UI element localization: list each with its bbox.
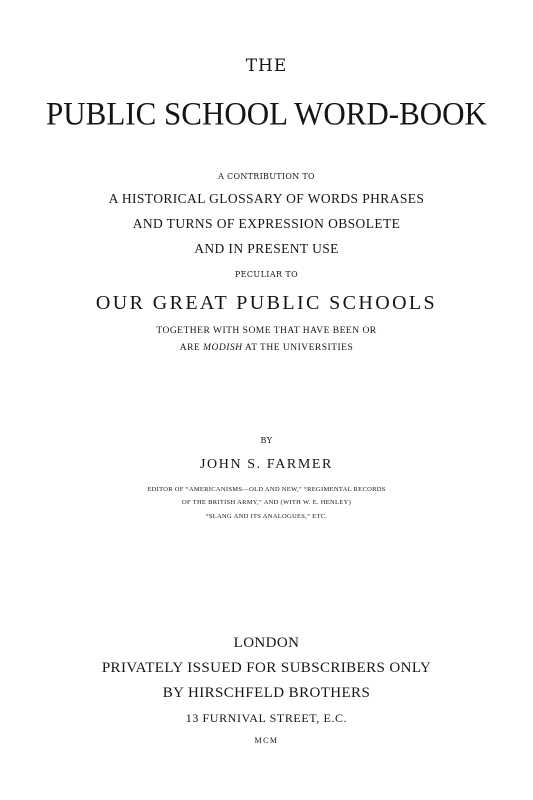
together-line-1: TOGETHER WITH SOME THAT HAVE BEEN OR (156, 326, 377, 336)
schools-heading: OUR GREAT PUBLIC SCHOOLS (95, 292, 438, 314)
publication-year: MCM (254, 736, 279, 745)
peculiar-text: PECULIAR TO (234, 270, 299, 279)
together-line-2-after: AT THE UNIVERSITIES (242, 343, 354, 353)
title-article: THE (245, 56, 288, 76)
privately-issued-text: PRIVATELY ISSUED FOR SUBSCRIBERS ONLY (101, 660, 432, 676)
glossary-line-2: AND TURNS OF EXPRESSION OBSOLETE (132, 216, 401, 231)
editor-line-3: “SLANG AND ITS ANALOGUES,” ETC. (205, 513, 328, 520)
author-name: JOHN S. FARMER (200, 457, 333, 472)
book-title: PUBLIC SCHOOL WORD-BOOK (46, 95, 487, 132)
contribution-text: A CONTRIBUTION TO (218, 172, 315, 181)
publisher-name: BY HIRSCHFELD BROTHERS (162, 685, 371, 701)
editor-line-1: EDITOR OF “AMERICANISMS—OLD AND NEW,” “REGIMENTAL RECORDS (147, 486, 386, 493)
glossary-line-3: AND IN PRESENT USE (194, 241, 339, 256)
editor-line-2: OF THE BRITISH ARMY,” AND (WITH W. E. HENLEY) (181, 499, 352, 506)
publisher-address: 13 FURNIVAL STREET, E.C. (185, 711, 348, 725)
publication-place: LONDON (233, 635, 300, 651)
together-line-2-before: ARE (179, 343, 204, 353)
together-line-2 (0, 344, 533, 354)
glossary-line-1: A HISTORICAL GLOSSARY OF WORDS PHRASES (108, 191, 425, 206)
by-text: BY (260, 436, 273, 445)
together-line-2-italic: MODISH (203, 343, 243, 353)
